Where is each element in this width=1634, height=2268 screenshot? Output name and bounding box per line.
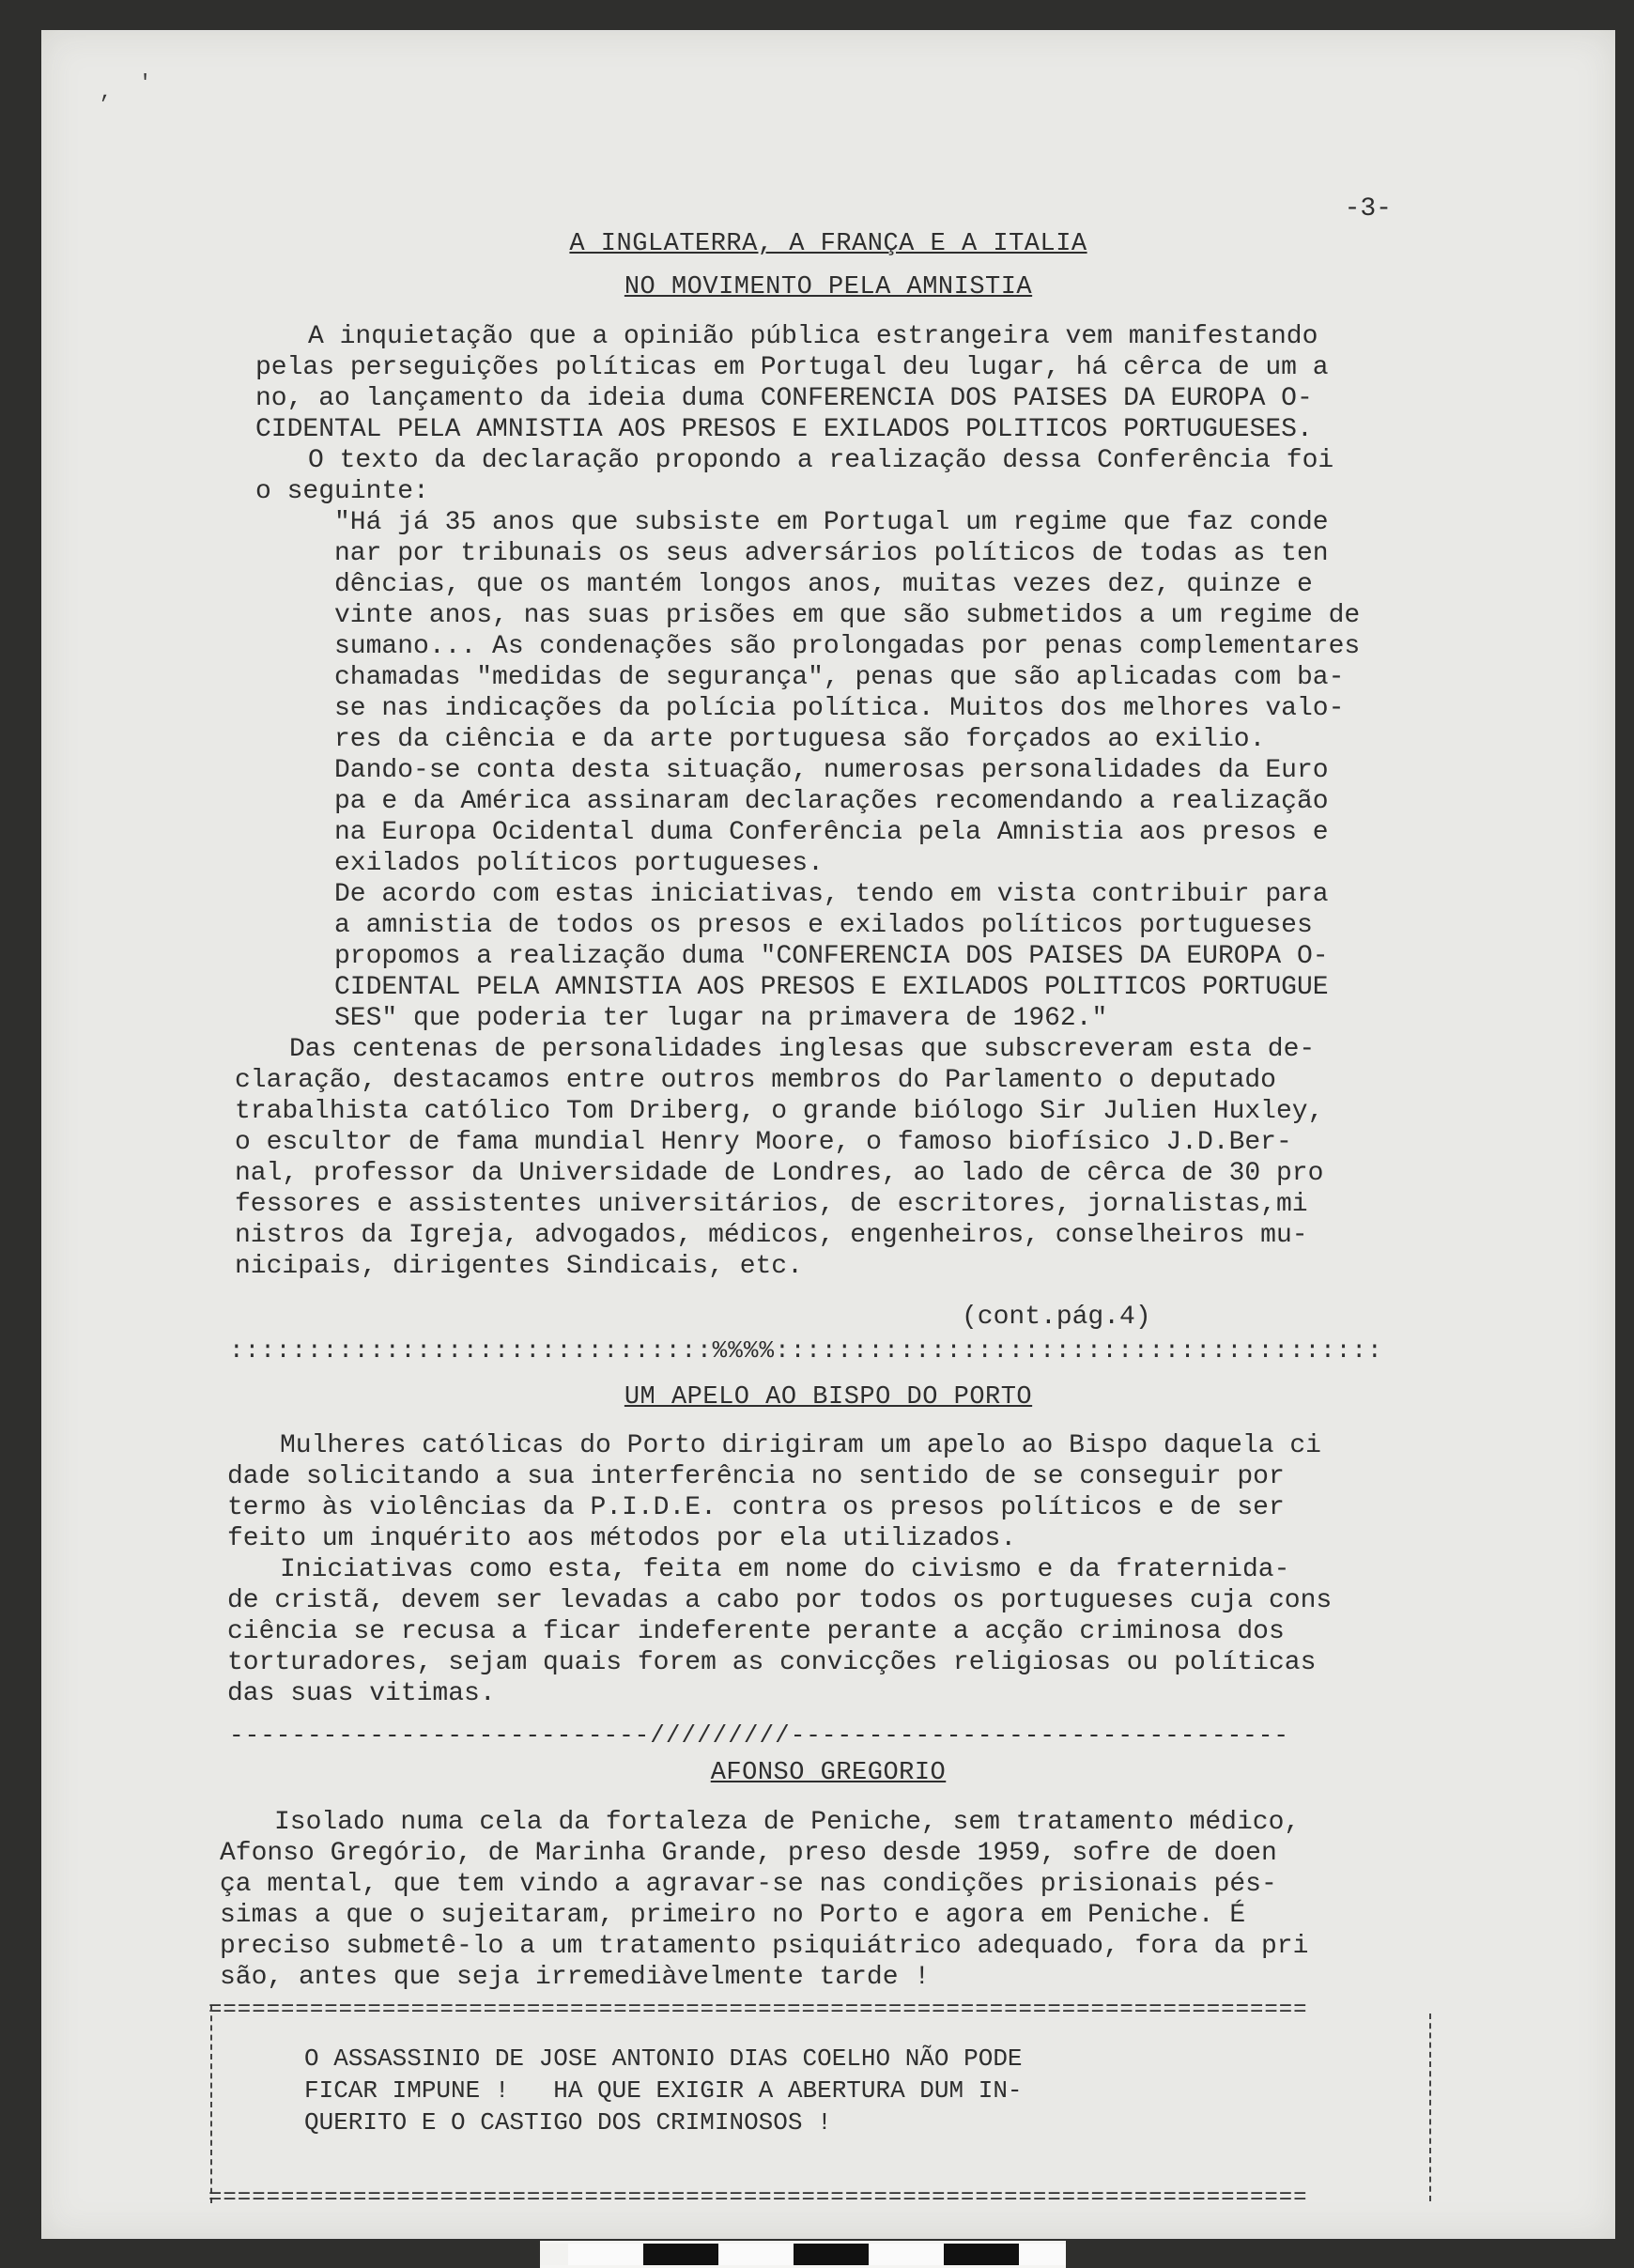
text-line: Mulheres católicas do Porto dirigiram um apelo ao Bispo daquela ci (280, 1431, 1321, 1460)
page-number: -3- (1344, 194, 1392, 224)
text-line: Isolado numa cela da fortaleza de Peniche, sem tratamento médico, (274, 1808, 1301, 1837)
text-line: fessores e assistentes universitários, de escritores, jornalistas,mi (235, 1190, 1308, 1219)
ruler-segment (540, 2244, 568, 2265)
quote-line: sumano... As condenações são prolongadas por penas complementares (334, 632, 1361, 661)
text-line: torturadores, sejam quais forem as convicções religiosas ou políticas (227, 1648, 1317, 1677)
quote-line: chamadas "medidas de segurança", penas que são aplicadas com ba- (334, 663, 1345, 692)
text-line: de cristã, devem ser levadas a cabo por todos os portugueses cuja cons (227, 1586, 1333, 1615)
quote-line: se nas indicações da polícia política. Muitos dos melhores valo- (334, 694, 1345, 723)
section-separator: :::::::::::::::::::::::::::::::%%%%::::::::::::::::::::::::::::::::::::::: (229, 1336, 1383, 1365)
quote-line: res da ciência e da arte portuguesa são forçados ao exilio. (334, 725, 1266, 754)
text-line: Afonso Gregório, de Marinha Grande, preso desde 1959, sofre de doen (220, 1839, 1277, 1868)
quote-line: De acordo com estas iniciativas, tendo em vista contribuir para (334, 880, 1329, 909)
text-line: CIDENTAL PELA AMNISTIA AOS PRESOS E EXILADOS POLITICOS PORTUGUESES. (255, 415, 1313, 444)
quote-line: propomos a realização duma "CONFERENCIA DOS PAISES DA EUROPA O- (334, 942, 1329, 971)
paper-mark: ' (139, 71, 152, 95)
text-line: no, ao lançamento da ideia duma CONFERENCIA DOS PAISES DA EUROPA O- (255, 384, 1313, 413)
text-line: Iniciativas como esta, feita em nome do civismo e da fraternida- (280, 1555, 1290, 1584)
text-line: o escultor de fama mundial Henry Moore, o famoso biofísico J.D.Ber- (235, 1128, 1292, 1157)
text-line: simas a que o sujeitaram, primeiro no Porto e agora em Peniche. É (220, 1901, 1246, 1930)
text-line: nicipais, dirigentes Sindicais, etc. (235, 1252, 803, 1281)
text-line: termo às violências da P.I.D.E. contra os presos políticos e de ser (227, 1493, 1285, 1522)
text-line: feito um inquérito aos métodos por ela utilizados. (227, 1524, 1017, 1553)
text-line: A inquietação que a opinião pública estrangeira vem manifestando (308, 322, 1318, 351)
article-title-line-2: NO MOVIMENTO PELA AMNISTIA (624, 273, 1033, 301)
article-title-bispo: UM APELO AO BISPO DO PORTO (624, 1383, 1033, 1412)
quote-line: SES" que poderia ter lugar na primavera de 1962." (334, 1004, 1108, 1033)
quote-line: na Europa Ocidental duma Conferência pela Amnistia aos presos e (334, 818, 1329, 847)
continuation-note: (cont.pág.4) (962, 1303, 1151, 1332)
quote-line: a amnistia de todos os presos e exilados políticos portugueses (334, 911, 1313, 940)
text-line: O texto da declaração propondo a realização dessa Conferência foi (308, 446, 1334, 475)
quote-line: pa e da América assinaram declarações recomendando a realização (334, 787, 1329, 816)
notice-border-top: ============================================================================ (208, 1998, 1308, 2023)
paper-sheet (41, 30, 1615, 2239)
text-line: Das centenas de personalidades inglesas que subscreveram esta de- (289, 1035, 1316, 1064)
ruler-segment (568, 2244, 643, 2265)
quote-line: dências, que os mantém longos anos, muitas vezes dez, quinze e (334, 570, 1313, 599)
text-line: trabalhista católico Tom Driberg, o grande biólogo Sir Julien Huxley, (235, 1097, 1324, 1126)
section-separator: ---------------------------/////////-------------------------------- (229, 1721, 1289, 1750)
notice-border-bottom: ============================================================================ (208, 2185, 1308, 2211)
quote-line: vinte anos, nas suas prisões em que são submetidos a um regime de (334, 601, 1361, 630)
text-line: das suas vitimas. (227, 1679, 496, 1708)
notice-line: FICAR IMPUNE ! HA QUE EXIGIR A ABERTURA DUM IN- (304, 2076, 1023, 2105)
document-page (41, 30, 1615, 2239)
notice-box (208, 1995, 1439, 2213)
ruler-segment (944, 2244, 1019, 2265)
ruler-segment (718, 2244, 794, 2265)
text-line: ça mental, que tem vindo a agravar-se nas condições prisionais pés- (220, 1870, 1277, 1899)
text-line: são, antes que seja irremediàvelmente tarde ! (220, 1963, 931, 1992)
quote-line: "Há já 35 anos que subsiste em Portugal um regime que faz conde (334, 508, 1329, 537)
quote-line: exilados políticos portugueses. (334, 849, 824, 878)
text-line: preciso submetê-lo a um tratamento psiquiátrico adequado, fora da pri (220, 1932, 1309, 1961)
text-line: ciência se recusa a ficar indeferente perante a acção criminosa dos (227, 1617, 1285, 1646)
paper-mark: , (100, 81, 113, 104)
text-line: dade solicitando a sua interferência no sentido de se conseguir por (227, 1462, 1285, 1491)
quote-line: Dando-se conta desta situação, numerosas personalidades da Euro (334, 756, 1329, 785)
quote-line: nar por tribunais os seus adversários políticos de todas as ten (334, 539, 1329, 568)
ruler-segment (869, 2244, 944, 2265)
article-title-line-1: A INGLATERRA, A FRANÇA E A ITALIA (569, 230, 1087, 258)
scale-ruler (540, 2241, 1066, 2268)
text-line: nistros da Igreja, advogados, médicos, engenheiros, conselheiros mu- (235, 1221, 1308, 1250)
article-title-afonso: AFONSO GREGORIO (710, 1759, 947, 1787)
ruler-segment (1019, 2244, 1066, 2265)
text-line: nal, professor da Universidade de Londres, ao lado de cêrca de 30 pro (235, 1159, 1324, 1188)
notice-border-left (210, 2006, 212, 2203)
notice-line: O ASSASSINIO DE JOSE ANTONIO DIAS COELHO NÃO PODE (304, 2044, 1023, 2073)
text-line: claração, destacamos entre outros membros do Parlamento o deputado (235, 1066, 1276, 1095)
notice-border-right (1429, 2013, 1431, 2201)
text-line: o seguinte: (255, 477, 429, 506)
notice-line: QUERITO E O CASTIGO DOS CRIMINOSOS ! (304, 2108, 832, 2137)
quote-line: CIDENTAL PELA AMNISTIA AOS PRESOS E EXILADOS POLITICOS PORTUGUE (334, 973, 1329, 1002)
text-line: pelas perseguições políticas em Portugal deu lugar, há cêrca de um a (255, 353, 1329, 382)
ruler-segment (643, 2244, 718, 2265)
ruler-segment (794, 2244, 869, 2265)
